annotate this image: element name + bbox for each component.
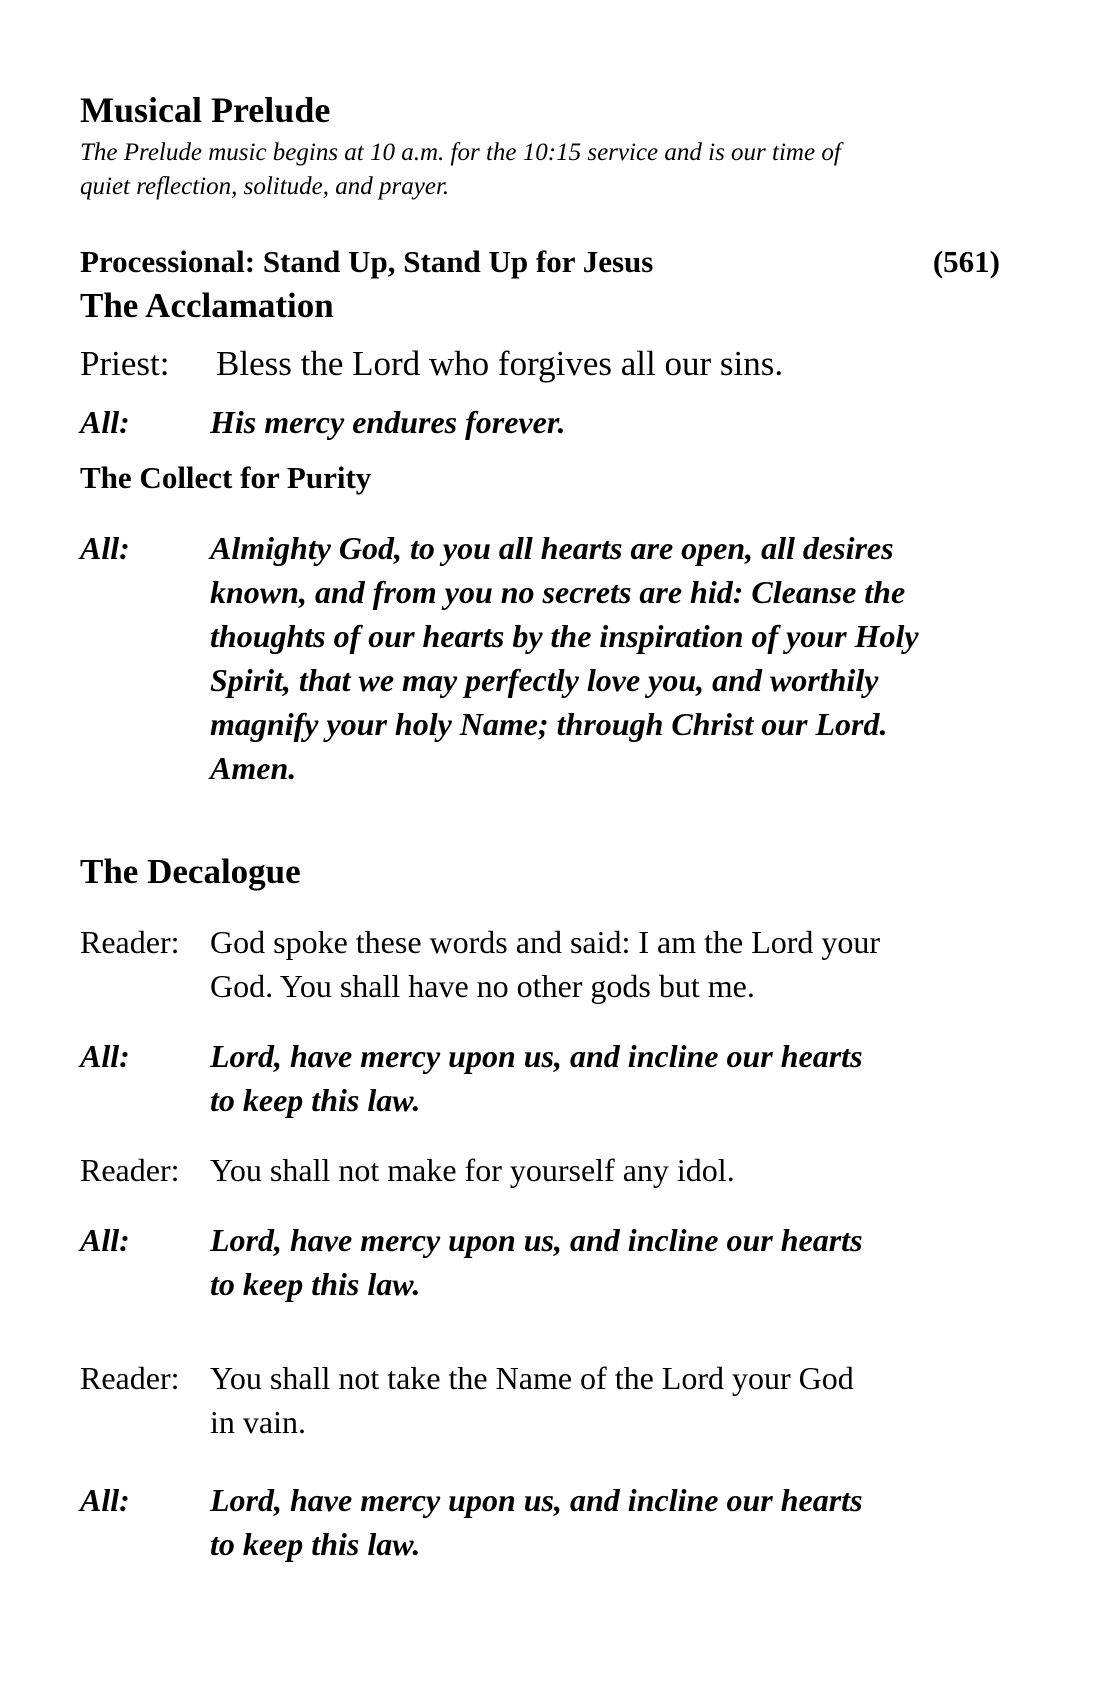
speaker-label: All: <box>80 1222 130 1258</box>
prayer-line: known, and from you no secrets are hid: Cleanse the <box>210 574 906 610</box>
reader-text-line: God. You shall have no other gods but me. <box>210 968 755 1004</box>
response-text <box>210 1218 1100 1306</box>
prayer-text <box>210 526 1100 790</box>
prayer-line: thoughts of our hearts by the inspiration of your Holy <box>210 618 919 654</box>
speaker-label: Reader: <box>80 924 180 960</box>
decalogue-heading: The Decalogue <box>80 852 301 891</box>
speaker-label: Reader: <box>80 1360 180 1396</box>
response-line: Lord, have mercy upon us, and incline our hearts <box>210 1222 863 1258</box>
speaker-label: All: <box>80 1482 130 1518</box>
response-text <box>210 1478 1100 1566</box>
reader-text-line: You shall not make for yourself any idol. <box>210 1152 735 1188</box>
speaker-label: Reader: <box>80 1152 180 1188</box>
response-text: His mercy endures forever. <box>210 404 566 440</box>
prayer-line: magnify your holy Name; through Christ our Lord. <box>210 706 888 742</box>
reader-text-line: in vain. <box>210 1404 306 1440</box>
speaker-label: All: <box>80 530 130 566</box>
prayer-line: Almighty God, to you all hearts are open, all desires <box>210 530 894 566</box>
response-text <box>210 1034 1100 1122</box>
response-line: Lord, have mercy upon us, and incline our hearts <box>210 1038 863 1074</box>
reader-text <box>210 920 1100 1008</box>
collect-heading: The Collect for Purity <box>80 460 372 495</box>
reader-text <box>210 1148 1100 1192</box>
response-line: to keep this law. <box>210 1526 421 1562</box>
prelude-note <box>80 136 1040 204</box>
hymn-number: (561) <box>932 244 1000 279</box>
response-line: to keep this law. <box>210 1082 421 1118</box>
speaker-label: All: <box>80 404 130 440</box>
reader-text-line: God spoke these words and said: I am the Lord your <box>210 924 881 960</box>
response-line: Lord, have mercy upon us, and incline our hearts <box>210 1482 863 1518</box>
reader-text <box>210 1356 1100 1444</box>
prayer-line: Spirit, that we may perfectly love you, and worthily <box>210 662 879 698</box>
prelude-note-line: quiet reflection, solitude, and prayer. <box>80 173 450 200</box>
acclamation-heading: The Acclamation <box>80 286 334 325</box>
response-line: to keep this law. <box>210 1266 421 1302</box>
priest-text: Bless the Lord who forgives all our sins. <box>216 344 784 383</box>
reader-text-line: You shall not take the Name of the Lord your God <box>210 1360 854 1396</box>
prelude-note-line: The Prelude music begins at 10 a.m. for the 10:15 service and is our time of <box>80 139 841 166</box>
prayer-line: Amen. <box>210 750 297 786</box>
speaker-label: Priest: <box>80 344 170 383</box>
processional-line <box>80 242 1000 282</box>
prelude-heading: Musical Prelude <box>80 90 331 130</box>
processional-title: Processional: Stand Up, Stand Up for Jesus <box>80 244 654 279</box>
speaker-label: All: <box>80 1038 130 1074</box>
